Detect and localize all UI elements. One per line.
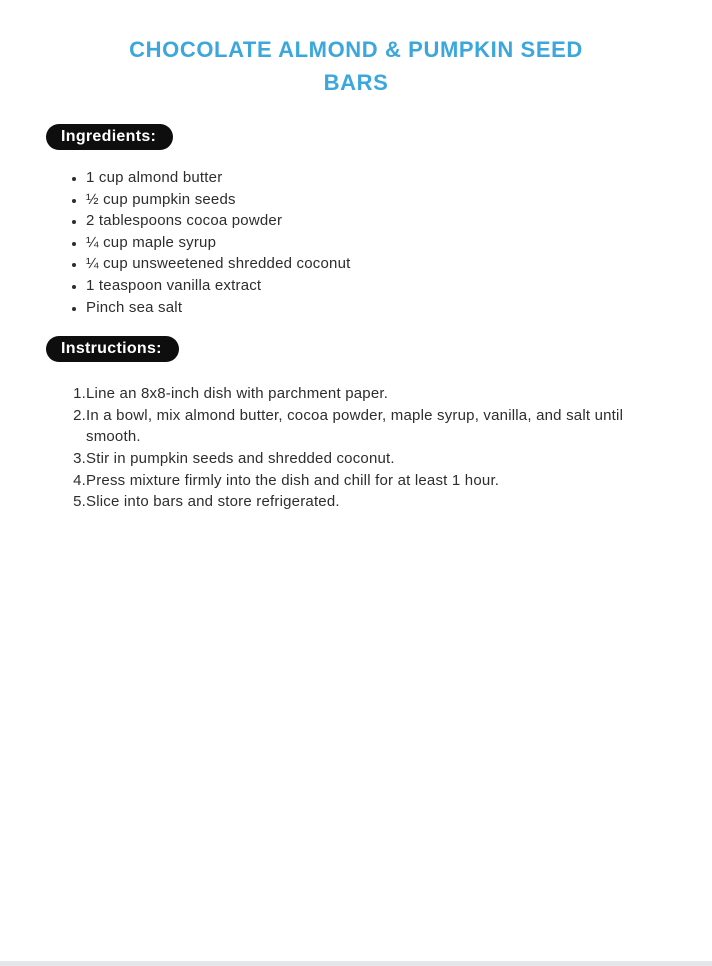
instruction-step <box>71 448 657 470</box>
page-bottom-edge <box>0 961 712 966</box>
ingredients-list <box>0 167 712 318</box>
instruction-step <box>71 491 657 513</box>
step-text: Stir in pumpkin seeds and shredded coconut. <box>86 449 395 467</box>
step-number: 3. <box>73 449 86 467</box>
instruction-step <box>71 383 657 405</box>
step-number: 1. <box>73 385 86 403</box>
step-text: Press mixture firmly into the dish and chill for at least 1 hour. <box>86 471 500 489</box>
step-number: 4. <box>73 471 86 489</box>
ingredient-item: • ½ cup pumpkin seeds <box>86 189 712 211</box>
ingredient-item: • 1 cup almond butter <box>86 167 712 189</box>
ingredients-section-label: Ingredients: <box>46 124 173 150</box>
ingredient-item: • 2 tablespoons cocoa powder <box>86 210 712 232</box>
page-title-line-1: CHOCOLATE ALMOND & PUMPKIN SEED <box>129 37 583 62</box>
step-number: 5. <box>73 493 86 511</box>
step-number: 2. <box>73 406 86 424</box>
instructions-section-label: Instructions: <box>46 336 179 362</box>
ingredient-item: • ¼ cup maple syrup <box>86 232 712 254</box>
ingredient-item: • Pinch sea salt <box>86 297 712 319</box>
ingredient-item: • 1 teaspoon vanilla extract <box>86 275 712 297</box>
instruction-step <box>71 470 657 492</box>
step-text: Line an 8x8-inch dish with parchment paper. <box>86 385 389 403</box>
page-title-line-2: BARS <box>323 70 389 95</box>
ingredient-item: • ¼ cup unsweetened shredded coconut <box>86 253 712 275</box>
step-text: In a bowl, mix almond butter, cocoa powder, maple syrup, vanilla, and salt until smooth. <box>86 406 624 446</box>
step-text: Slice into bars and store refrigerated. <box>86 493 340 511</box>
instructions-list <box>0 383 712 513</box>
instruction-step <box>71 405 657 448</box>
page-title <box>0 0 712 99</box>
